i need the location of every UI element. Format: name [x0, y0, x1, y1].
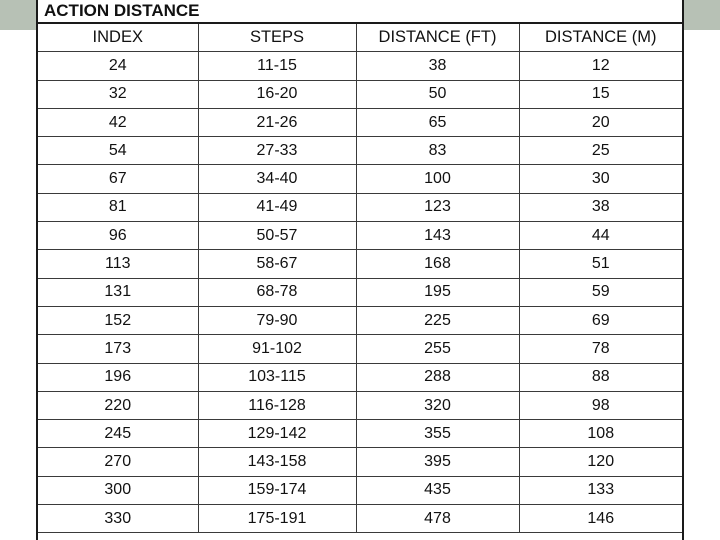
table-row [38, 137, 682, 165]
distance-ft-cell: 50 [356, 80, 519, 108]
table-row [38, 52, 682, 80]
distance-m-cell: 51 [519, 250, 682, 278]
distance-ft-cell: 168 [356, 250, 519, 278]
column-header-index: INDEX [38, 24, 198, 52]
table-title: ACTION DISTANCE [38, 0, 682, 24]
steps-cell: 91-102 [198, 335, 356, 363]
table-row [38, 193, 682, 221]
action-distance-panel [36, 0, 684, 540]
index-cell: 24 [38, 52, 198, 80]
table-row [38, 222, 682, 250]
index-cell: 113 [38, 250, 198, 278]
table-row [38, 505, 682, 533]
index-cell: 32 [38, 80, 198, 108]
steps-cell: 41-49 [198, 193, 356, 221]
index-cell: 173 [38, 335, 198, 363]
distance-m-cell: 78 [519, 335, 682, 363]
index-cell: 152 [38, 306, 198, 334]
table-row [38, 391, 682, 419]
steps-cell: 11-15 [198, 52, 356, 80]
table-row [38, 108, 682, 136]
distance-m-cell: 98 [519, 391, 682, 419]
distance-ft-cell: 123 [356, 193, 519, 221]
index-cell: 196 [38, 363, 198, 391]
distance-ft-cell: 355 [356, 420, 519, 448]
table-row [38, 80, 682, 108]
table-row [38, 363, 682, 391]
steps-cell: 34-40 [198, 165, 356, 193]
distance-m-cell: 108 [519, 420, 682, 448]
column-header-steps: STEPS [198, 24, 356, 52]
steps-cell: 58-67 [198, 250, 356, 278]
table-row [38, 448, 682, 476]
distance-ft-cell: 395 [356, 448, 519, 476]
steps-cell: 103-115 [198, 363, 356, 391]
steps-cell: 143-158 [198, 448, 356, 476]
distance-ft-cell: 38 [356, 52, 519, 80]
distance-ft-cell: 100 [356, 165, 519, 193]
index-cell: 131 [38, 278, 198, 306]
index-cell: 67 [38, 165, 198, 193]
distance-m-cell: 15 [519, 80, 682, 108]
steps-cell: 159-174 [198, 476, 356, 504]
steps-cell: 116-128 [198, 391, 356, 419]
steps-cell: 129-142 [198, 420, 356, 448]
steps-cell: 21-26 [198, 108, 356, 136]
distance-ft-cell: 65 [356, 108, 519, 136]
table-row [38, 335, 682, 363]
index-cell: 330 [38, 505, 198, 533]
index-cell: 81 [38, 193, 198, 221]
distance-ft-cell: 478 [356, 505, 519, 533]
distance-m-cell: 25 [519, 137, 682, 165]
steps-cell: 16-20 [198, 80, 356, 108]
distance-m-cell: 69 [519, 306, 682, 334]
distance-m-cell: 20 [519, 108, 682, 136]
column-header-distance-ft: DISTANCE (FT) [356, 24, 519, 52]
steps-cell: 50-57 [198, 222, 356, 250]
action-distance-table [38, 24, 682, 533]
index-cell: 300 [38, 476, 198, 504]
distance-ft-cell: 225 [356, 306, 519, 334]
distance-ft-cell: 320 [356, 391, 519, 419]
index-cell: 245 [38, 420, 198, 448]
index-cell: 42 [38, 108, 198, 136]
index-cell: 220 [38, 391, 198, 419]
table-row [38, 278, 682, 306]
index-cell: 54 [38, 137, 198, 165]
table-row [38, 306, 682, 334]
distance-ft-cell: 435 [356, 476, 519, 504]
distance-m-cell: 120 [519, 448, 682, 476]
table-body [38, 52, 682, 533]
distance-ft-cell: 143 [356, 222, 519, 250]
steps-cell: 79-90 [198, 306, 356, 334]
distance-m-cell: 146 [519, 505, 682, 533]
distance-ft-cell: 195 [356, 278, 519, 306]
distance-ft-cell: 288 [356, 363, 519, 391]
header-row [38, 24, 682, 52]
distance-m-cell: 44 [519, 222, 682, 250]
steps-cell: 27-33 [198, 137, 356, 165]
index-cell: 96 [38, 222, 198, 250]
distance-m-cell: 12 [519, 52, 682, 80]
column-header-distance-m: DISTANCE (M) [519, 24, 682, 52]
distance-ft-cell: 83 [356, 137, 519, 165]
distance-m-cell: 88 [519, 363, 682, 391]
distance-m-cell: 38 [519, 193, 682, 221]
distance-m-cell: 59 [519, 278, 682, 306]
index-cell: 270 [38, 448, 198, 476]
table-row [38, 165, 682, 193]
distance-ft-cell: 255 [356, 335, 519, 363]
table-row [38, 420, 682, 448]
distance-m-cell: 133 [519, 476, 682, 504]
table-row [38, 250, 682, 278]
steps-cell: 175-191 [198, 505, 356, 533]
table-row [38, 476, 682, 504]
distance-m-cell: 30 [519, 165, 682, 193]
steps-cell: 68-78 [198, 278, 356, 306]
